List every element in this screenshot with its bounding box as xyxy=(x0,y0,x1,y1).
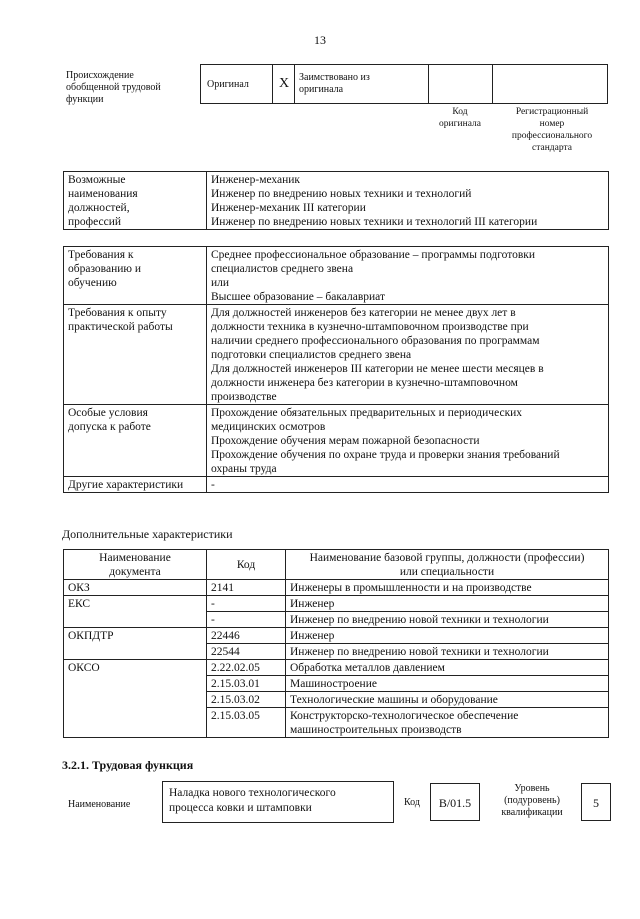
requirement-label: Особые условия допуска к работе xyxy=(64,405,207,477)
table-row: - Инженер по внедрению новой техники и технологии xyxy=(64,612,609,628)
requirement-label: Другие характеристики xyxy=(64,477,207,493)
table-row: 2.15.03.05 Конструкторско-технологическое обеспечение машиностроительных производств xyxy=(64,708,609,738)
table-row: 2.15.03.02 Технологические машины и оборудование xyxy=(64,692,609,708)
list-item: Инженер-механик III категории xyxy=(211,202,366,214)
table-row: 2.15.03.01 Машиностроение xyxy=(64,676,609,692)
table-row: ОКЗ 2141 Инженеры в промышленности и на производстве xyxy=(64,580,609,596)
table-row xyxy=(64,305,609,405)
requirement-value: Среднее профессиональное образование – программы подготовки специалистов среднего звена или Высшее образование – бакалавриат xyxy=(207,247,609,305)
header-document: Наименование документа xyxy=(64,550,207,580)
requirement-value: Для должностей инженеров без категории не менее двух лет в должности техника в кузнечно-штамповочном производстве при наличии среднего профессионального образования по программам подготовки специалистов среднего звена Для должностей инженеров III категории не менее шести месяцев в должности инженера без категории в кузнечно-штамповочном производстве xyxy=(207,305,609,405)
requirement-label: Требования к образованию и обучению xyxy=(64,247,207,305)
function-code-box: B/01.5 xyxy=(430,783,480,821)
table-row xyxy=(64,405,609,477)
origin-reg-caption: Регистрационный номер профессионального стандарта xyxy=(511,107,593,153)
function-heading: 3.2.1. Трудовая функция xyxy=(62,758,194,772)
table-row: ЕКС - Инженер xyxy=(64,596,609,612)
table-row xyxy=(64,247,609,305)
origin-mark-cell xyxy=(273,65,295,103)
origin-code-caption: Код оригинала xyxy=(439,107,481,129)
origin-label: Происхождение обобщенной трудовой функции xyxy=(66,70,161,105)
positions-list xyxy=(207,172,609,230)
origin-borrowed-cell: Заимствовано из оригинала xyxy=(295,65,429,103)
additional-title: Дополнительные характеристики xyxy=(62,527,233,541)
function-name-label: Наименование xyxy=(68,799,131,810)
positions-label: Возможные наименования должностей, профессий xyxy=(64,172,207,230)
requirement-label: Требования к опыту практической работы xyxy=(64,305,207,405)
table-row: ОКСО 2.22.02.05 Обработка металлов давлением xyxy=(64,660,609,676)
function-level-box: 5 xyxy=(581,783,611,821)
table-row xyxy=(64,477,609,493)
origin-mark: X xyxy=(279,76,290,91)
origin-original-cell: Оригинал xyxy=(201,65,273,103)
header-code: Код xyxy=(207,550,286,580)
origin-code-cell xyxy=(429,65,493,103)
origin-table xyxy=(200,64,608,104)
page-number: 13 xyxy=(314,33,326,47)
list-item: Инженер-механик xyxy=(211,174,301,186)
requirements-table xyxy=(63,246,609,493)
function-code-label: Код xyxy=(404,797,420,808)
list-item: Инженер по внедрению новых техники и технологий xyxy=(211,188,472,200)
list-item: Инженер по внедрению новых техники и технологий III категории xyxy=(211,216,538,228)
requirement-value: Прохождение обязательных предварительных и периодических медицинских осмотров Прохождение обучения мерам пожарной безопасности Прохождение обучения по охране труда и проверки знания требований охраны труда xyxy=(207,405,609,477)
additional-table xyxy=(63,549,609,738)
table-row: ОКПДТР 22446 Инженер xyxy=(64,628,609,644)
positions-table xyxy=(63,171,609,230)
function-name-box: Наладка нового технологического процесса ковки и штамповки xyxy=(162,781,394,823)
origin-reg-cell xyxy=(493,65,607,103)
requirement-value: - xyxy=(207,477,609,493)
table-row: 22544 Инженер по внедрению новой техники и технологии xyxy=(64,644,609,660)
function-level-label: Уровень (подуровень) квалификации xyxy=(501,783,563,818)
table-header-row xyxy=(64,550,609,580)
header-base-group: Наименование базовой группы, должности (профессии) или специальности xyxy=(286,550,609,580)
